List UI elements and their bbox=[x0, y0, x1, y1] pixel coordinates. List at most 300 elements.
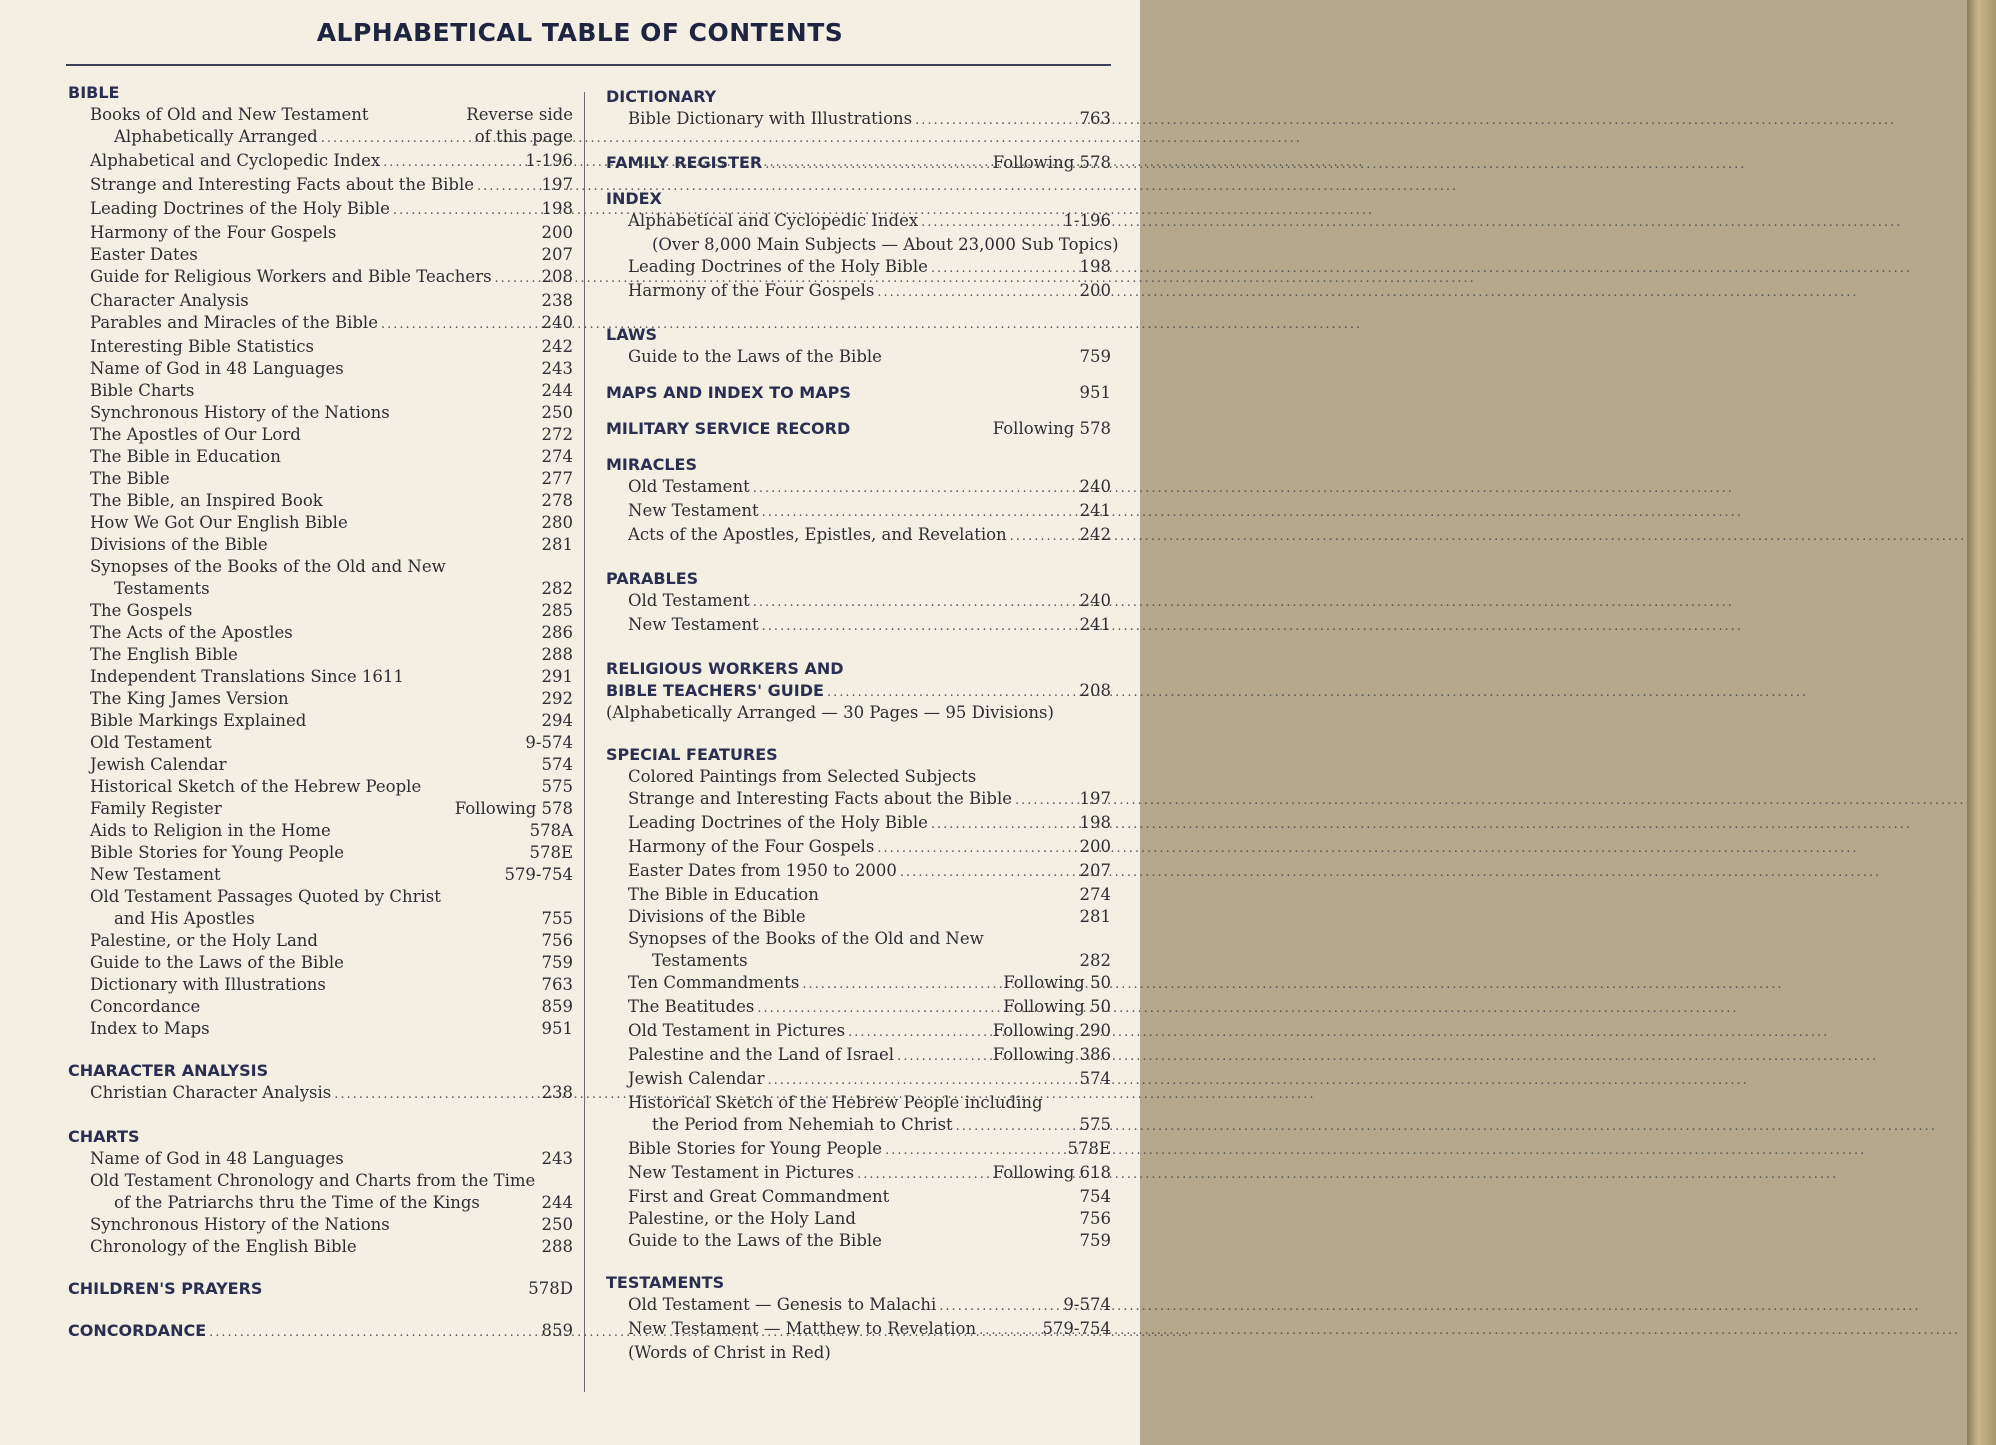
section-laws bbox=[606, 324, 1111, 368]
entry-page: 9-574 bbox=[525, 733, 573, 752]
toc-entry bbox=[628, 884, 1111, 906]
toc-entry bbox=[90, 732, 573, 754]
section-charts bbox=[68, 1126, 573, 1258]
section-heading: MAPS AND INDEX TO MAPS bbox=[606, 383, 851, 402]
entry-title: The Gospels bbox=[90, 601, 193, 620]
section-religious-workers bbox=[606, 658, 1111, 724]
entry-title: Testaments bbox=[652, 951, 748, 970]
entry-title: Family Register bbox=[90, 799, 222, 818]
toc-entry bbox=[90, 798, 573, 820]
toc-entry bbox=[628, 906, 1111, 928]
toc-entry bbox=[90, 710, 573, 732]
toc-entry bbox=[90, 930, 573, 952]
toc-entry bbox=[90, 1236, 573, 1258]
entry-page: Following 50 bbox=[1003, 973, 1111, 992]
entry-title: Bible Stories for Young People bbox=[628, 1139, 883, 1158]
toc-entry bbox=[90, 886, 573, 908]
toc-entry bbox=[90, 266, 573, 290]
section-heading: BIBLE bbox=[68, 83, 120, 102]
entry-title: New Testament — Matthew to Revelation bbox=[628, 1319, 977, 1338]
entry-list bbox=[606, 476, 1111, 548]
leader-dots bbox=[381, 314, 539, 336]
toc-entry bbox=[90, 150, 573, 174]
toc-entry bbox=[90, 174, 573, 198]
entry-list bbox=[606, 210, 1119, 304]
entry-page: 759 bbox=[541, 953, 573, 972]
toc-entry bbox=[90, 402, 573, 424]
entry-title: Easter Dates from 1950 to 2000 bbox=[628, 861, 897, 880]
entry-title: The Bible, an Inspired Book bbox=[90, 491, 323, 510]
entry-page: 207 bbox=[1079, 861, 1111, 880]
entry-title: Harmony of the Four Gospels bbox=[628, 281, 875, 300]
entry-title: Harmony of the Four Gospels bbox=[628, 837, 875, 856]
entry-title: Synopses of the Books of the Old and New bbox=[628, 929, 984, 948]
toc-entry bbox=[90, 198, 573, 222]
leader-dots bbox=[802, 974, 1000, 996]
title-rule bbox=[66, 64, 1111, 66]
entry-page: 859 bbox=[541, 997, 573, 1016]
section-bible bbox=[68, 82, 573, 1040]
section-family-register bbox=[606, 152, 1111, 174]
entry-title: Strange and Interesting Facts about the Bible bbox=[628, 789, 1012, 808]
entry-title: Index to Maps bbox=[90, 1019, 210, 1038]
section-note: (Alphabetically Arranged — 30 Pages — 95 Divisions) bbox=[606, 703, 1054, 722]
toc-entry bbox=[90, 974, 573, 996]
entry-title: Old Testament bbox=[628, 477, 750, 496]
entry-page: Following 578 bbox=[454, 799, 573, 818]
leader-dots bbox=[1015, 790, 1077, 812]
toc-entry bbox=[628, 210, 1111, 234]
entry-page: 291 bbox=[541, 667, 573, 686]
entry-title: Colored Paintings from Selected Subjects bbox=[628, 767, 977, 786]
section-military bbox=[606, 418, 1111, 440]
entry-page: 759 bbox=[1079, 347, 1111, 366]
entry-list bbox=[68, 1082, 573, 1106]
entry-title: Historical Sketch of the Hebrew People bbox=[90, 777, 422, 796]
entry-page: 578E bbox=[529, 843, 573, 862]
entry-title: New Testament in Pictures bbox=[628, 1163, 855, 1182]
toc-entry bbox=[628, 108, 1111, 132]
toc-entry bbox=[628, 928, 1111, 950]
entry-title: The Beatitudes bbox=[628, 997, 755, 1016]
entry-page: 244 bbox=[541, 1193, 573, 1212]
entry-page: 250 bbox=[541, 1215, 573, 1234]
entry-page: 578E bbox=[1067, 1139, 1111, 1158]
entry-page: 198 bbox=[1079, 813, 1111, 832]
entry-page: 755 bbox=[541, 909, 573, 928]
toc-entry bbox=[90, 820, 573, 842]
toc-entry bbox=[628, 972, 1111, 996]
leader-dots bbox=[321, 128, 472, 150]
section-heading: INDEX bbox=[606, 189, 662, 208]
entry-page: 240 bbox=[1079, 477, 1111, 496]
entry-page: 278 bbox=[541, 491, 573, 510]
toc-entry bbox=[90, 996, 573, 1018]
entry-title: Alphabetically Arranged bbox=[114, 127, 318, 146]
entry-title: (Words of Christ in Red) bbox=[628, 1343, 831, 1362]
entry-title: Old Testament in Pictures bbox=[628, 1021, 846, 1040]
entry-title: Christian Character Analysis bbox=[90, 1083, 332, 1102]
section-concordance bbox=[68, 1320, 573, 1342]
entry-title: First and Great Commandment bbox=[628, 1187, 890, 1206]
entry-title: Synchronous History of the Nations bbox=[90, 403, 390, 422]
entry-title: Leading Doctrines of the Holy Bible bbox=[628, 257, 928, 276]
entry-title: Jewish Calendar bbox=[90, 755, 227, 774]
entry-page: 756 bbox=[1079, 1209, 1111, 1228]
leader-dots bbox=[765, 157, 989, 172]
toc-entry bbox=[90, 754, 573, 776]
section-miracles bbox=[606, 454, 1111, 548]
entry-page: 578A bbox=[529, 821, 573, 840]
entry-list bbox=[68, 104, 573, 1040]
toc-entry bbox=[90, 312, 573, 336]
leader-dots bbox=[334, 1084, 538, 1106]
entry-page: 244 bbox=[541, 381, 573, 400]
leader-dots bbox=[857, 1164, 990, 1186]
toc-entry bbox=[90, 490, 573, 512]
entry-title: Bible Markings Explained bbox=[90, 711, 307, 730]
entry-title: Strange and Interesting Facts about the Bible bbox=[90, 175, 474, 194]
entry-page: 241 bbox=[1079, 615, 1111, 634]
entry-page: 280 bbox=[541, 513, 573, 532]
toc-entry bbox=[90, 468, 573, 490]
section-heading: CHARTS bbox=[68, 1127, 140, 1146]
leader-dots bbox=[477, 176, 539, 198]
column-divider bbox=[584, 92, 585, 1392]
section-heading: CHILDREN'S PRAYERS bbox=[68, 1279, 263, 1298]
toc-entry bbox=[628, 524, 1111, 548]
entry-title: Character Analysis bbox=[90, 291, 249, 310]
entry-page: 294 bbox=[541, 711, 573, 730]
entry-title: Dictionary with Illustrations bbox=[90, 975, 326, 994]
toc-entry bbox=[628, 1044, 1111, 1068]
entry-page: Reverse side bbox=[466, 105, 573, 124]
toc-entry bbox=[628, 1230, 1111, 1252]
leader-dots bbox=[877, 838, 1076, 860]
section-heading: CHARACTER ANALYSIS bbox=[68, 1061, 269, 1080]
leader-dots bbox=[209, 1325, 538, 1340]
leader-dots bbox=[383, 152, 522, 174]
entry-page: 579-754 bbox=[504, 865, 573, 884]
leader-dots bbox=[393, 200, 539, 222]
entry-title: Name of God in 48 Languages bbox=[90, 359, 344, 378]
entry-page: 241 bbox=[1079, 501, 1111, 520]
toc-entry bbox=[90, 578, 573, 600]
toc-entry bbox=[628, 1020, 1111, 1044]
entry-title: Chronology of the English Bible bbox=[90, 1237, 357, 1256]
entry-list bbox=[606, 1294, 1111, 1364]
toc-entry bbox=[628, 256, 1111, 280]
section-dictionary bbox=[606, 86, 1111, 132]
section-heading: TESTAMENTS bbox=[606, 1273, 725, 1292]
toc-entry bbox=[90, 1214, 573, 1236]
section-maps bbox=[606, 382, 1111, 404]
entry-page: 200 bbox=[1079, 837, 1111, 856]
toc-entry bbox=[90, 244, 573, 266]
toc-entry bbox=[628, 614, 1111, 638]
book-gutter bbox=[1967, 0, 1996, 1445]
entry-title: Old Testament — Genesis to Malachi bbox=[628, 1295, 937, 1314]
entry-page: 578D bbox=[528, 1279, 573, 1298]
toc-entry bbox=[628, 1068, 1111, 1092]
entry-page: Following 618 bbox=[992, 1163, 1111, 1182]
section-character-analysis bbox=[68, 1060, 573, 1106]
toc-entry bbox=[628, 860, 1111, 884]
entry-page: 243 bbox=[541, 359, 573, 378]
entry-title: The Bible in Education bbox=[628, 885, 819, 904]
entry-page: 285 bbox=[541, 601, 573, 620]
section-heading-row bbox=[606, 680, 1111, 702]
toc-entry bbox=[90, 776, 573, 798]
toc-entry bbox=[628, 346, 1111, 368]
entry-list bbox=[606, 108, 1111, 132]
entry-page: 756 bbox=[541, 931, 573, 950]
entry-title: The Bible in Education bbox=[90, 447, 281, 466]
entry-page: 951 bbox=[541, 1019, 573, 1038]
entry-title: How We Got Our English Bible bbox=[90, 513, 348, 532]
entry-title: Historical Sketch of the Hebrew People including bbox=[628, 1093, 1043, 1112]
entry-page: 292 bbox=[541, 689, 573, 708]
entry-title: Guide to the Laws of the Bible bbox=[90, 953, 344, 972]
entry-title: Guide for Religious Workers and Bible Teachers bbox=[90, 267, 492, 286]
entry-title: New Testament bbox=[628, 501, 759, 520]
toc-entry bbox=[90, 104, 573, 126]
toc-entry bbox=[90, 290, 573, 312]
leader-dots bbox=[897, 1046, 990, 1068]
section-heading: DICTIONARY bbox=[606, 87, 717, 106]
entry-page: 208 bbox=[1079, 681, 1111, 700]
entry-page: 200 bbox=[1079, 281, 1111, 300]
toc-entry bbox=[628, 950, 1111, 972]
entry-title: Aids to Religion in the Home bbox=[90, 821, 331, 840]
entry-page: 272 bbox=[541, 425, 573, 444]
leader-dots bbox=[931, 258, 1077, 280]
toc-entry bbox=[90, 644, 573, 666]
toc-entry bbox=[90, 358, 573, 380]
entry-page: Following 50 bbox=[1003, 997, 1111, 1016]
entry-page: 277 bbox=[541, 469, 573, 488]
entry-title: Independent Translations Since 1611 bbox=[90, 667, 404, 686]
toc-entry bbox=[628, 1208, 1111, 1230]
entry-page: 574 bbox=[1079, 1069, 1111, 1088]
entry-title: Palestine, or the Holy Land bbox=[90, 931, 318, 950]
toc-entry bbox=[628, 1162, 1111, 1186]
section-heading: BIBLE TEACHERS' GUIDE bbox=[606, 681, 824, 700]
entry-title: Books of Old and New Testament bbox=[90, 105, 369, 124]
entry-title: Jewish Calendar bbox=[628, 1069, 765, 1088]
page-title: ALPHABETICAL TABLE OF CONTENTS bbox=[316, 18, 844, 47]
section-heading: SPECIAL FEATURES bbox=[606, 745, 778, 764]
leader-dots bbox=[931, 814, 1077, 836]
entry-title: Alphabetical and Cyclopedic Index bbox=[628, 211, 919, 230]
toc-entry bbox=[90, 446, 573, 468]
entry-page: Following 386 bbox=[992, 1045, 1111, 1064]
section-heading: MILITARY SERVICE RECORD bbox=[606, 419, 851, 438]
entry-title: New Testament bbox=[90, 865, 221, 884]
entry-list bbox=[68, 1148, 573, 1258]
entry-page: 243 bbox=[541, 1149, 573, 1168]
entry-title: Testaments bbox=[114, 579, 210, 598]
leader-dots bbox=[827, 685, 1077, 700]
toc-entry bbox=[628, 1092, 1111, 1114]
entry-page: 200 bbox=[541, 223, 573, 242]
entry-page: 208 bbox=[541, 267, 573, 286]
toc-entry bbox=[90, 688, 573, 710]
entry-title: The Acts of the Apostles bbox=[90, 623, 293, 642]
toc-entry bbox=[628, 1114, 1111, 1138]
toc-entry bbox=[90, 126, 573, 150]
section-special-features bbox=[606, 744, 1111, 1252]
leader-dots bbox=[915, 110, 1076, 132]
toc-entry bbox=[628, 1138, 1111, 1162]
leader-dots bbox=[762, 616, 1077, 638]
entry-page: 951 bbox=[1079, 383, 1111, 402]
entry-page: 198 bbox=[1079, 257, 1111, 276]
toc-entry bbox=[90, 512, 573, 534]
leader-dots bbox=[762, 502, 1077, 524]
toc-entry bbox=[90, 1082, 573, 1106]
leader-dots bbox=[900, 862, 1077, 884]
toc-entry bbox=[90, 424, 573, 446]
entry-page: 579-754 bbox=[1042, 1319, 1111, 1338]
entry-title: Palestine and the Land of Israel bbox=[628, 1045, 895, 1064]
entry-title: Guide to the Laws of the Bible bbox=[628, 347, 882, 366]
entry-page: 9-574 bbox=[1063, 1295, 1111, 1314]
leader-dots bbox=[768, 1070, 1077, 1092]
entry-page: 281 bbox=[1079, 907, 1111, 926]
leader-dots bbox=[956, 1116, 1077, 1138]
entry-page: 575 bbox=[1079, 1115, 1111, 1134]
entry-page: 759 bbox=[1079, 1231, 1111, 1250]
entry-page: 281 bbox=[541, 535, 573, 554]
entry-title: Bible Charts bbox=[90, 381, 195, 400]
entry-title: Parables and Miracles of the Bible bbox=[90, 313, 378, 332]
entry-title: of the Patriarchs thru the Time of the Kings bbox=[114, 1193, 480, 1212]
entry-title: Synchronous History of the Nations bbox=[90, 1215, 390, 1234]
toc-entry bbox=[628, 996, 1111, 1020]
section-heading: FAMILY REGISTER bbox=[606, 153, 763, 172]
leader-dots bbox=[757, 998, 1000, 1020]
entry-title: Old Testament bbox=[628, 591, 750, 610]
entry-list bbox=[606, 346, 1111, 368]
entry-page: 288 bbox=[541, 645, 573, 664]
entry-title: Name of God in 48 Languages bbox=[90, 1149, 344, 1168]
toc-entry bbox=[628, 836, 1111, 860]
entry-page: 1-196 bbox=[1063, 211, 1111, 230]
toc-entry bbox=[628, 1294, 1111, 1318]
entry-title: Harmony of the Four Gospels bbox=[90, 223, 337, 242]
entry-group bbox=[90, 150, 573, 1040]
entry-title: Alphabetical and Cyclopedic Index bbox=[90, 151, 381, 170]
entry-title: Guide to the Laws of the Bible bbox=[628, 1231, 882, 1250]
toc-entry bbox=[90, 1148, 573, 1170]
toc-entry bbox=[90, 556, 573, 578]
toc-entry bbox=[628, 766, 1111, 788]
leader-dots bbox=[753, 592, 1077, 614]
entry-page: 238 bbox=[541, 291, 573, 310]
entry-page: 207 bbox=[541, 245, 573, 264]
entry-page: 754 bbox=[1079, 1187, 1111, 1206]
entry-title: Old Testament bbox=[90, 733, 212, 752]
entry-page: Following 578 bbox=[992, 153, 1111, 172]
entry-title: The Apostles of Our Lord bbox=[90, 425, 301, 444]
entry-title: Ten Commandments bbox=[628, 973, 800, 992]
entry-page: 240 bbox=[1079, 591, 1111, 610]
entry-list bbox=[606, 766, 1111, 1252]
left-column bbox=[68, 82, 573, 1342]
toc-entry bbox=[628, 590, 1111, 614]
entry-page: 282 bbox=[1079, 951, 1111, 970]
toc-entry bbox=[90, 534, 573, 556]
leader-dots bbox=[1010, 526, 1077, 548]
entry-title: Interesting Bible Statistics bbox=[90, 337, 315, 356]
leader-dots bbox=[877, 282, 1076, 304]
section-parables bbox=[606, 568, 1111, 638]
entry-page: of this page bbox=[474, 127, 573, 146]
section-heading: PARABLES bbox=[606, 569, 699, 588]
entry-page: 282 bbox=[541, 579, 573, 598]
toc-entry bbox=[90, 1018, 573, 1040]
section-index bbox=[606, 188, 1119, 304]
toc-entry bbox=[90, 908, 573, 930]
entry-title: Palestine, or the Holy Land bbox=[628, 1209, 856, 1228]
toc-entry bbox=[628, 1342, 1111, 1364]
leader-dots bbox=[921, 212, 1060, 234]
toc-entry bbox=[628, 500, 1111, 524]
entry-title: The King James Version bbox=[90, 689, 289, 708]
leader-dots bbox=[753, 478, 1077, 500]
section-testaments bbox=[606, 1272, 1111, 1364]
entry-title: Divisions of the Bible bbox=[628, 907, 806, 926]
entry-title: Leading Doctrines of the Holy Bible bbox=[90, 199, 390, 218]
toc-entry bbox=[90, 842, 573, 864]
leader-dots bbox=[979, 1320, 1039, 1342]
toc-entry bbox=[628, 788, 1111, 812]
toc-entry bbox=[90, 864, 573, 886]
entry-title: Easter Dates bbox=[90, 245, 198, 264]
entry-page: 274 bbox=[1079, 885, 1111, 904]
section-childrens-prayers bbox=[68, 1278, 573, 1300]
entry-title: The Bible bbox=[90, 469, 170, 488]
entry-title: (Over 8,000 Main Subjects — About 23,000 Sub Topics) bbox=[652, 235, 1119, 254]
leader-dots bbox=[848, 1022, 990, 1044]
entry-page: 238 bbox=[541, 1083, 573, 1102]
toc-entry bbox=[628, 280, 1111, 304]
section-heading: MIRACLES bbox=[606, 455, 697, 474]
toc-entry bbox=[90, 666, 573, 688]
entry-title: Old Testament Chronology and Charts from the Time bbox=[90, 1171, 536, 1190]
toc-entry bbox=[628, 812, 1111, 836]
entry-page: 274 bbox=[541, 447, 573, 466]
entry-page: 763 bbox=[1079, 109, 1111, 128]
entry-title: the Period from Nehemiah to Christ bbox=[652, 1115, 953, 1134]
entry-page: 197 bbox=[541, 175, 573, 194]
entry-page: Following 290 bbox=[992, 1021, 1111, 1040]
toc-entry bbox=[90, 952, 573, 974]
entry-page: 763 bbox=[541, 975, 573, 994]
entry-title: New Testament bbox=[628, 615, 759, 634]
toc-entry bbox=[90, 380, 573, 402]
toc-entry bbox=[90, 1170, 573, 1192]
leader-dots bbox=[495, 268, 539, 290]
entry-page: 240 bbox=[541, 313, 573, 332]
toc-entry bbox=[628, 1186, 1111, 1208]
section-heading: CONCORDANCE bbox=[68, 1321, 207, 1340]
section-heading: RELIGIOUS WORKERS AND bbox=[606, 659, 844, 678]
entry-title: The English Bible bbox=[90, 645, 238, 664]
toc-entry bbox=[90, 222, 573, 244]
entry-page: Following 578 bbox=[992, 419, 1111, 438]
